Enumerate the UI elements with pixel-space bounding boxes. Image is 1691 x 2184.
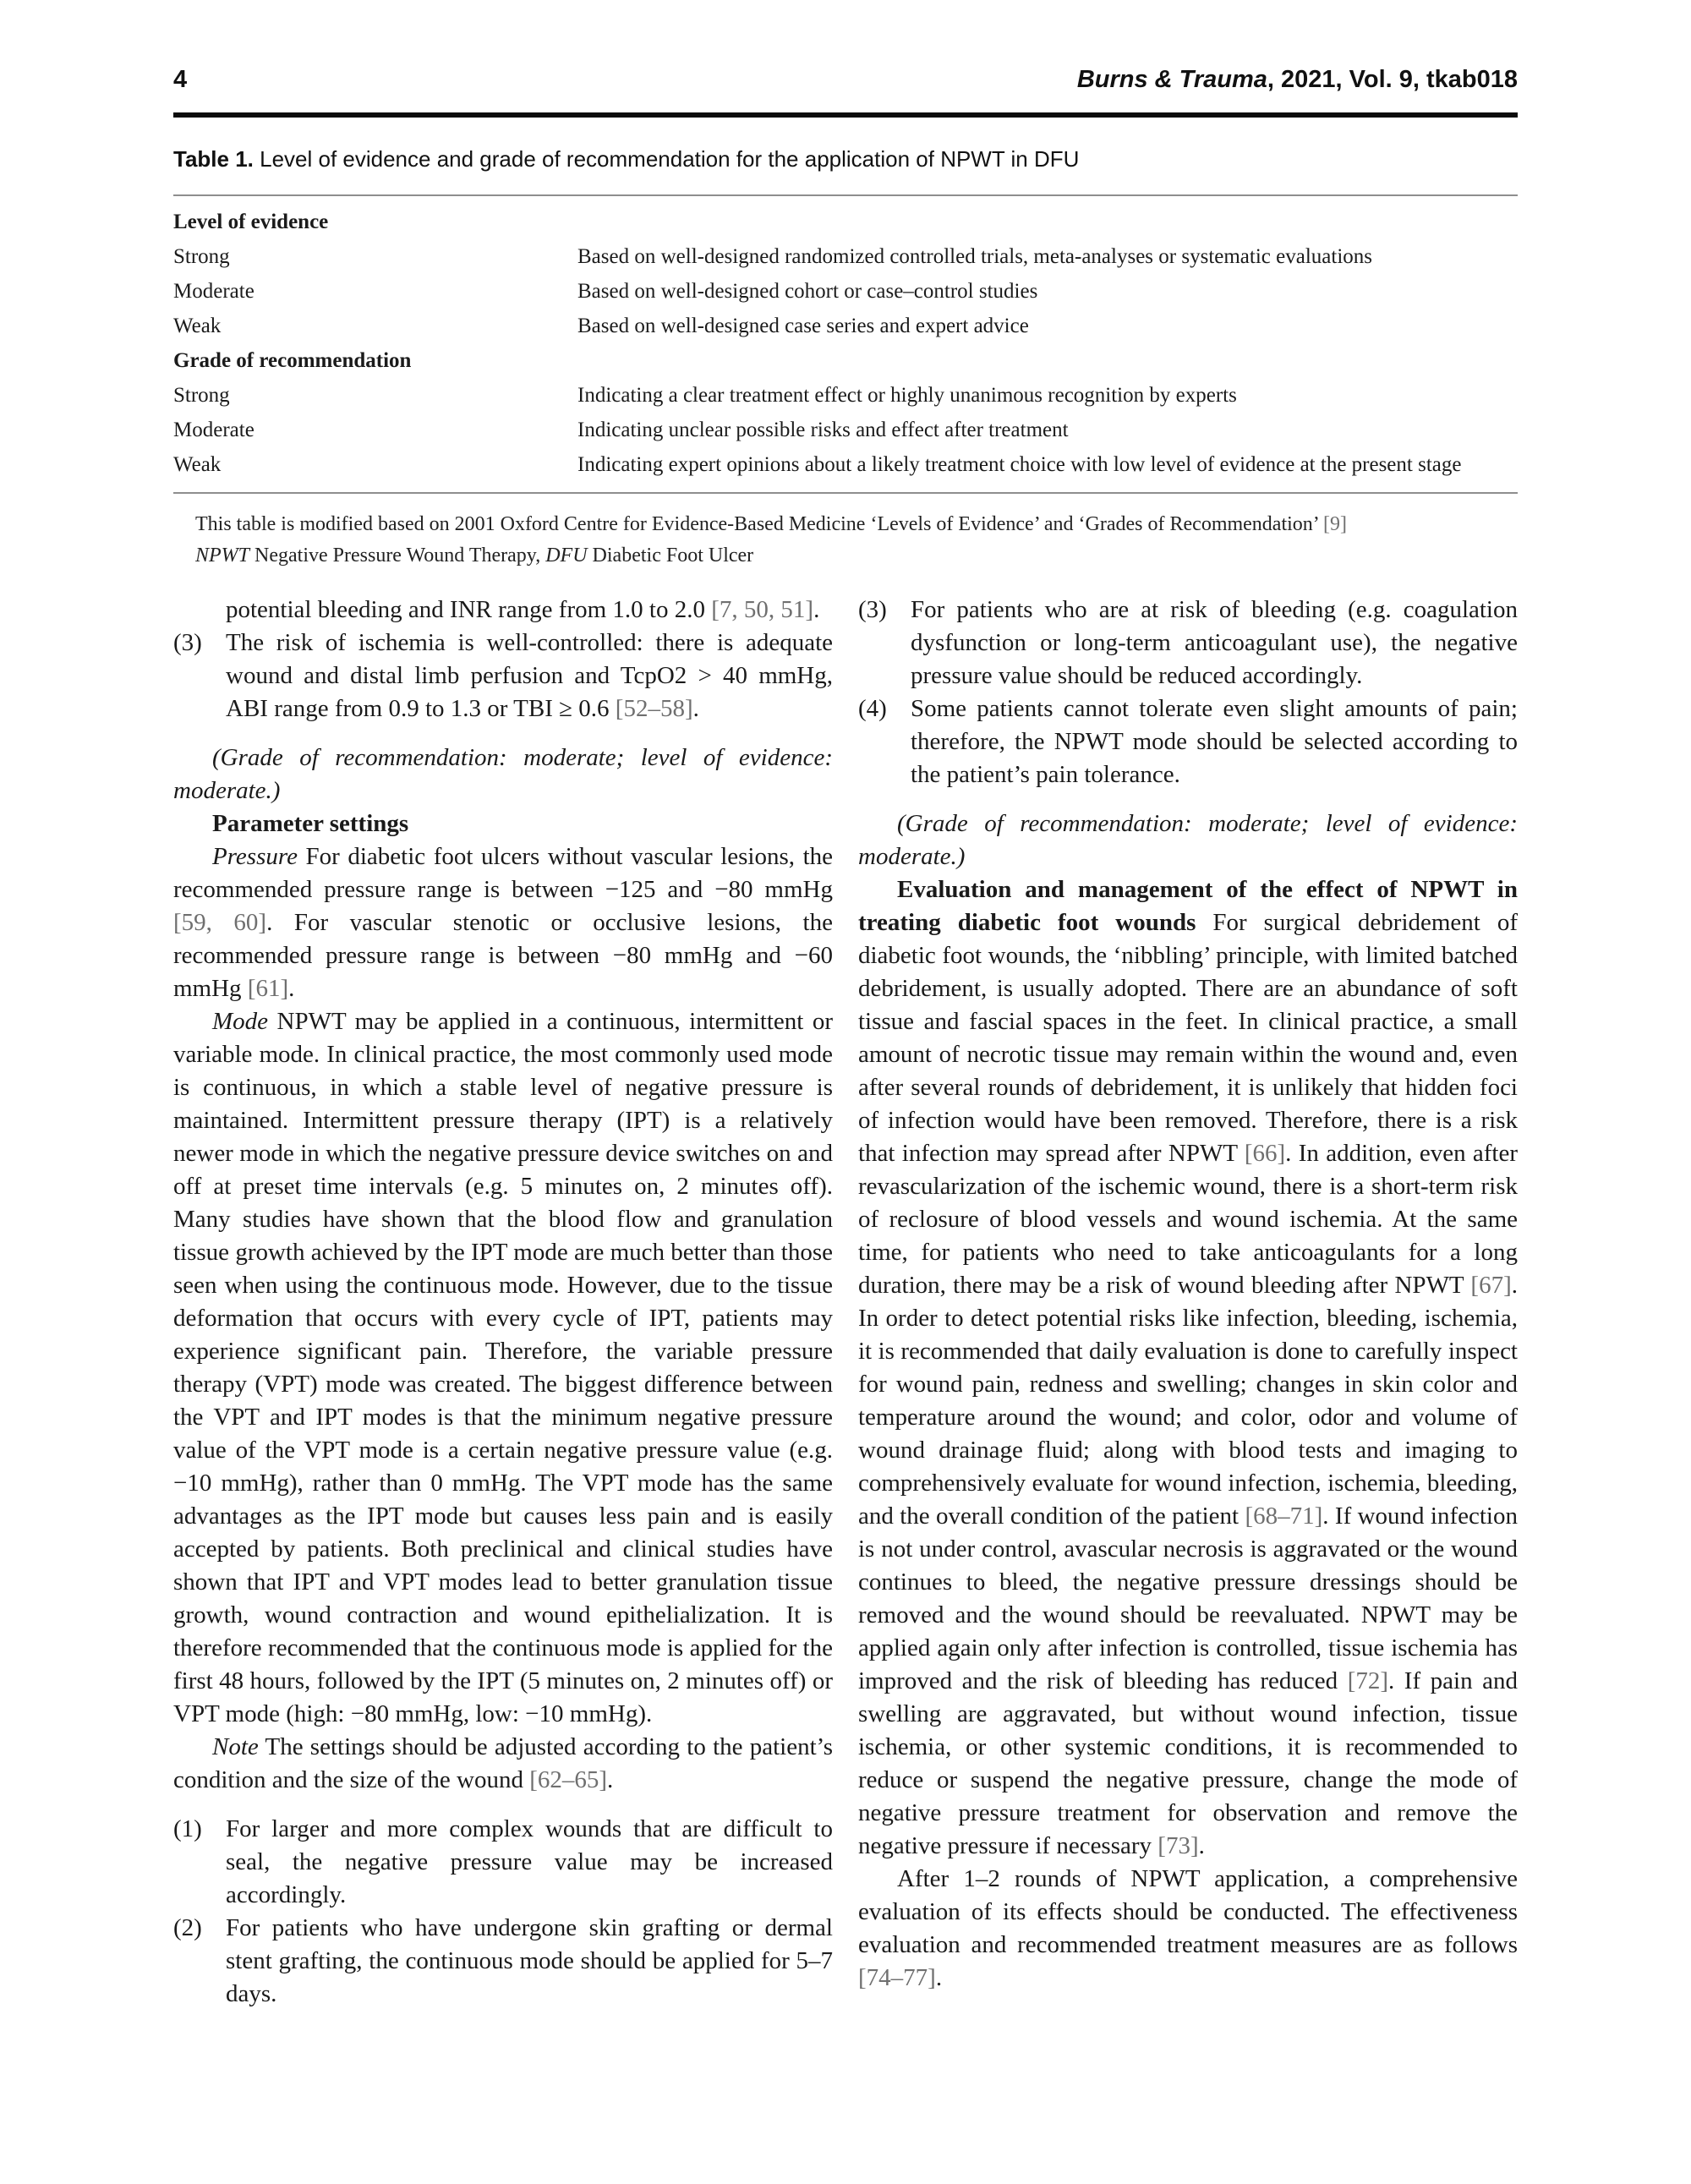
- citation-ref: [72]: [1347, 1667, 1389, 1694]
- text-segment: .: [607, 1766, 614, 1793]
- text-segment: This table is modified based on 2001 Oxford Centre for Evidence-Based Medicine ‘Levels of Evidence’ and ‘Grades of Recommendation’: [195, 513, 1324, 535]
- table-row: [173, 239, 1518, 274]
- table-cell: [577, 211, 1518, 234]
- text-segment: Evaluation and management of the effect of NPWT in treating diabetic foot wounds: [858, 876, 1518, 936]
- text-segment: NPWT: [195, 545, 250, 567]
- table-cell-desc: Based on well-designed case series and expert advice: [577, 314, 1029, 337]
- text-segment: Parameter settings: [212, 810, 409, 837]
- text-segment: Mode: [212, 1008, 269, 1035]
- journal-citation: [1077, 66, 1518, 94]
- text-segment: Pressure: [212, 843, 298, 870]
- text-segment: Diabetic Foot Ulcer: [587, 545, 754, 567]
- text-segment: The risk of ischemia is well-controlled: there is adequate wound and distal limb perfusion and TcpO2 > 40 mmHg, ABI range from 0.9 to 1.3 or TBI ≥ 0.6: [226, 629, 833, 722]
- citation-ref: [73]: [1157, 1832, 1199, 1859]
- list-marker: (1): [173, 1815, 202, 1842]
- text-segment: . If pain and swelling are aggravated, but without wound infection, tissue ischemia, or other systemic conditions, it is recommended to reduce or suspend the negative pressure, change the mode of negative pressure treatment for observation and remove the negative pressure if necessary: [858, 1667, 1518, 1859]
- text-segment: .: [1198, 1832, 1205, 1859]
- table-top-rule: [173, 194, 1518, 196]
- list-marker: (4): [858, 695, 887, 722]
- text-segment: For patients who have undergone skin grafting or dermal stent grafting, the continuous mode should be applied for 5–7 days.: [226, 1914, 833, 2007]
- text-segment: . In order to detect potential risks like infection, bleeding, ischemia, it is recommended that daily evaluation is done to carefully inspect for wound pain, redness and swelling; changes in skin color and temperature around the wound; and color, odor and volume of wound drainage fluid; along with blood tests and imaging to comprehensively evaluate for wound infection, ischemia, bleeding, and the overall condition of the patient: [858, 1272, 1518, 1530]
- citation-ref: [66]: [1244, 1140, 1286, 1167]
- table-row: [173, 274, 1518, 309]
- citation-ref: [7, 50, 51]: [711, 596, 814, 623]
- citation-ref: [68–71]: [1245, 1503, 1323, 1530]
- list-item-text: [911, 692, 1518, 791]
- text-segment: Negative Pressure Wound Therapy,: [249, 545, 546, 567]
- table-caption: [173, 146, 1518, 172]
- text-segment: (Grade of recommendation: moderate; level of evidence: moderate.): [173, 744, 833, 804]
- list-item-text: [226, 1912, 833, 2011]
- list-item: [858, 692, 1518, 791]
- list-marker: (3): [173, 629, 202, 656]
- column-left: [173, 594, 833, 2011]
- text-segment: .: [692, 695, 699, 722]
- table-cell-term: Weak: [173, 314, 222, 337]
- grade-note: [173, 742, 833, 807]
- page-number: 4: [173, 66, 188, 93]
- text-segment: For surgical debridement of diabetic foot wounds, the ‘nibbling’ principle, with limited batched debridement, is usually adopted. There are an abundance of soft tissue and fascial spaces in the feet. In clinical practice, a small amount of necrotic tissue may remain within the wound and, even after several rounds of debridement, it is unlikely that hidden foci of infection would have been removed. Therefore, there is a risk that infection may spread after NPWT: [858, 909, 1518, 1167]
- table-footnote: [195, 509, 1518, 540]
- table-row: [173, 378, 1518, 413]
- evidence-table: [173, 205, 1518, 482]
- text-segment: potential bleeding and INR range from 1.0 to 2.0: [226, 596, 712, 623]
- list-item: [173, 627, 833, 725]
- list-item: [173, 1813, 833, 1912]
- paragraph-note: [173, 1731, 833, 1797]
- table-cell-term: Moderate: [173, 418, 254, 441]
- list-item: [858, 594, 1518, 692]
- text-segment: . In addition, even after revascularization of the ischemic wound, there is a short-term risk of reclosure of blood vessels and wound ischemia. At the same time, for patients who need to take anticoagulants for a long duration, there may be a risk of wound bleeding after NPWT: [858, 1140, 1519, 1299]
- table-cell-term: Strong: [173, 383, 230, 407]
- text-segment: Some patients cannot tolerate even slight amounts of pain; therefore, the NPWT mode should be selected according to the patient’s pain tolerance.: [911, 695, 1518, 788]
- table-cell: [577, 349, 1518, 373]
- table-section-header: Grade of recommendation: [173, 348, 412, 372]
- text-segment: Note: [212, 1733, 259, 1760]
- list-item-text: [226, 1813, 833, 1912]
- table-cell-term: Moderate: [173, 279, 254, 303]
- table-caption-label: Table 1.: [173, 146, 254, 172]
- table-row: [173, 343, 1518, 378]
- citation-ref: [59, 60]: [173, 909, 267, 936]
- table-bottom-rule: [173, 492, 1518, 494]
- text-segment: . For vascular stenotic or occlusive lesions, the recommended pressure range is between −80 mmHg and −60 mmHg: [173, 909, 833, 1002]
- grade-note: [858, 807, 1518, 873]
- table-row: [173, 205, 1518, 239]
- list-item-text: [911, 594, 1518, 692]
- list-item-text: [226, 627, 833, 725]
- table-cell-term: Weak: [173, 452, 222, 476]
- paragraph-evaluation: [858, 873, 1518, 1863]
- table-cell-desc: Indicating unclear possible risks and effect after treatment: [577, 418, 1069, 441]
- text-segment: . If wound infection is not under control, avascular necrosis is aggravated or the wound continues to bleed, the negative pressure dressings should be removed and the wound should be reevaluated. NPWT may be applied again only after infection is controlled, tissue ischemia has improved and the risk of bleeding has reduced: [858, 1503, 1518, 1694]
- text-segment: NPWT may be applied in a continuous, intermittent or variable mode. In clinical practice, the most commonly used mode is continuous, in which a stable level of negative pressure is maintained. Intermittent pressure therapy (IPT) is a relatively newer mode in which the negative pressure device switches on and off at preset time intervals (e.g. 5 minutes on, 2 minutes off). Many studies have shown that the blood flow and granulation tissue growth achieved by the IPT mode are much better than those seen when using the continuous mode. However, due to the tissue deformation that occurs with every cycle of IPT, patients may experience significant pain. Therefore, the variable pressure therapy (VPT) mode was created. The biggest difference between the VPT and IPT modes is that the minimum negative pressure value of the VPT mode is a certain negative pressure value (e.g. −10 mmHg), rather than 0 mmHg. The VPT mode has the same advantages as the IPT mode but causes less pain and is easily accepted by patients. Both preclinical and clinical studies have shown that IPT and VPT modes lead to better granulation tissue growth, wound contraction and wound epithelialization. It is therefore recommended that the continuous mode is applied for the first 48 hours, followed by the IPT (5 minutes on, 2 minutes off) or VPT mode (high: −80 mmHg, low: −10 mmHg).: [173, 1008, 833, 1727]
- text-segment: For patients who are at risk of bleeding (e.g. coagulation dysfunction or long-term anticoagulant use), the negative pressure value should be reduced accordingly.: [911, 596, 1518, 689]
- text-segment: .: [935, 1964, 943, 1991]
- citation-ref: [62–65]: [529, 1766, 608, 1793]
- journal-issue: , 2021, Vol. 9, tkab018: [1267, 66, 1518, 93]
- citation-ref: [52–58]: [615, 695, 693, 722]
- column-right: [858, 594, 1518, 2011]
- table-cell-desc: Indicating expert opinions about a likely treatment choice with low level of evidence at the present stage: [577, 452, 1462, 476]
- header-rule: [173, 112, 1518, 118]
- subsection-heading: [173, 807, 833, 840]
- table-row: [173, 447, 1518, 482]
- paragraph-pressure: [173, 840, 833, 1005]
- running-head: [173, 66, 1518, 94]
- table-footnotes: [173, 509, 1518, 572]
- table-footnote: [195, 540, 1518, 572]
- text-segment: The settings should be adjusted according to the patient’s condition and the size of the wound: [173, 1733, 833, 1793]
- citation-ref: [61]: [247, 975, 289, 1002]
- text-segment: For diabetic foot ulcers without vascular lesions, the recommended pressure range is between −125 and −80 mmHg: [173, 843, 833, 903]
- table-cell-desc: Based on well-designed cohort or case–control studies: [577, 279, 1038, 303]
- text-segment: .: [813, 596, 820, 623]
- text-segment: After 1–2 rounds of NPWT application, a comprehensive evaluation of its effects should be conducted. The effectiveness evaluation and recommended treatment measures are as follows: [858, 1865, 1518, 1958]
- text-segment: .: [288, 975, 295, 1002]
- body-columns: [173, 594, 1518, 2011]
- table-row: [173, 413, 1518, 447]
- table-cell-desc: Indicating a clear treatment effect or highly unanimous recognition by experts: [577, 383, 1237, 407]
- paragraph-after-rounds: [858, 1863, 1518, 1995]
- citation-ref: [67]: [1470, 1272, 1512, 1299]
- text-segment: (Grade of recommendation: moderate; level of evidence: moderate.): [858, 810, 1518, 870]
- table-section-header: Level of evidence: [173, 210, 329, 233]
- list-item: [173, 1912, 833, 2011]
- text-segment: For larger and more complex wounds that are difficult to seal, the negative pressure value may be increased accordingly.: [226, 1815, 833, 1908]
- paragraph-mode: [173, 1005, 833, 1731]
- table-cell-desc: Based on well-designed randomized controlled trials, meta-analyses or systematic evaluations: [577, 244, 1372, 268]
- table-row: [173, 309, 1518, 343]
- journal-title: Burns & Trauma: [1076, 66, 1267, 93]
- citation-ref: [9]: [1323, 513, 1347, 535]
- table-cell-term: Strong: [173, 244, 230, 268]
- list-item-continuation: [173, 594, 833, 627]
- text-segment: DFU: [545, 545, 588, 567]
- table-caption-text: Level of evidence and grade of recommendation for the application of NPWT in DFU: [253, 146, 1080, 172]
- list-marker: (3): [858, 596, 887, 623]
- citation-ref: [74–77]: [858, 1964, 936, 1991]
- list-marker: (2): [173, 1914, 202, 1941]
